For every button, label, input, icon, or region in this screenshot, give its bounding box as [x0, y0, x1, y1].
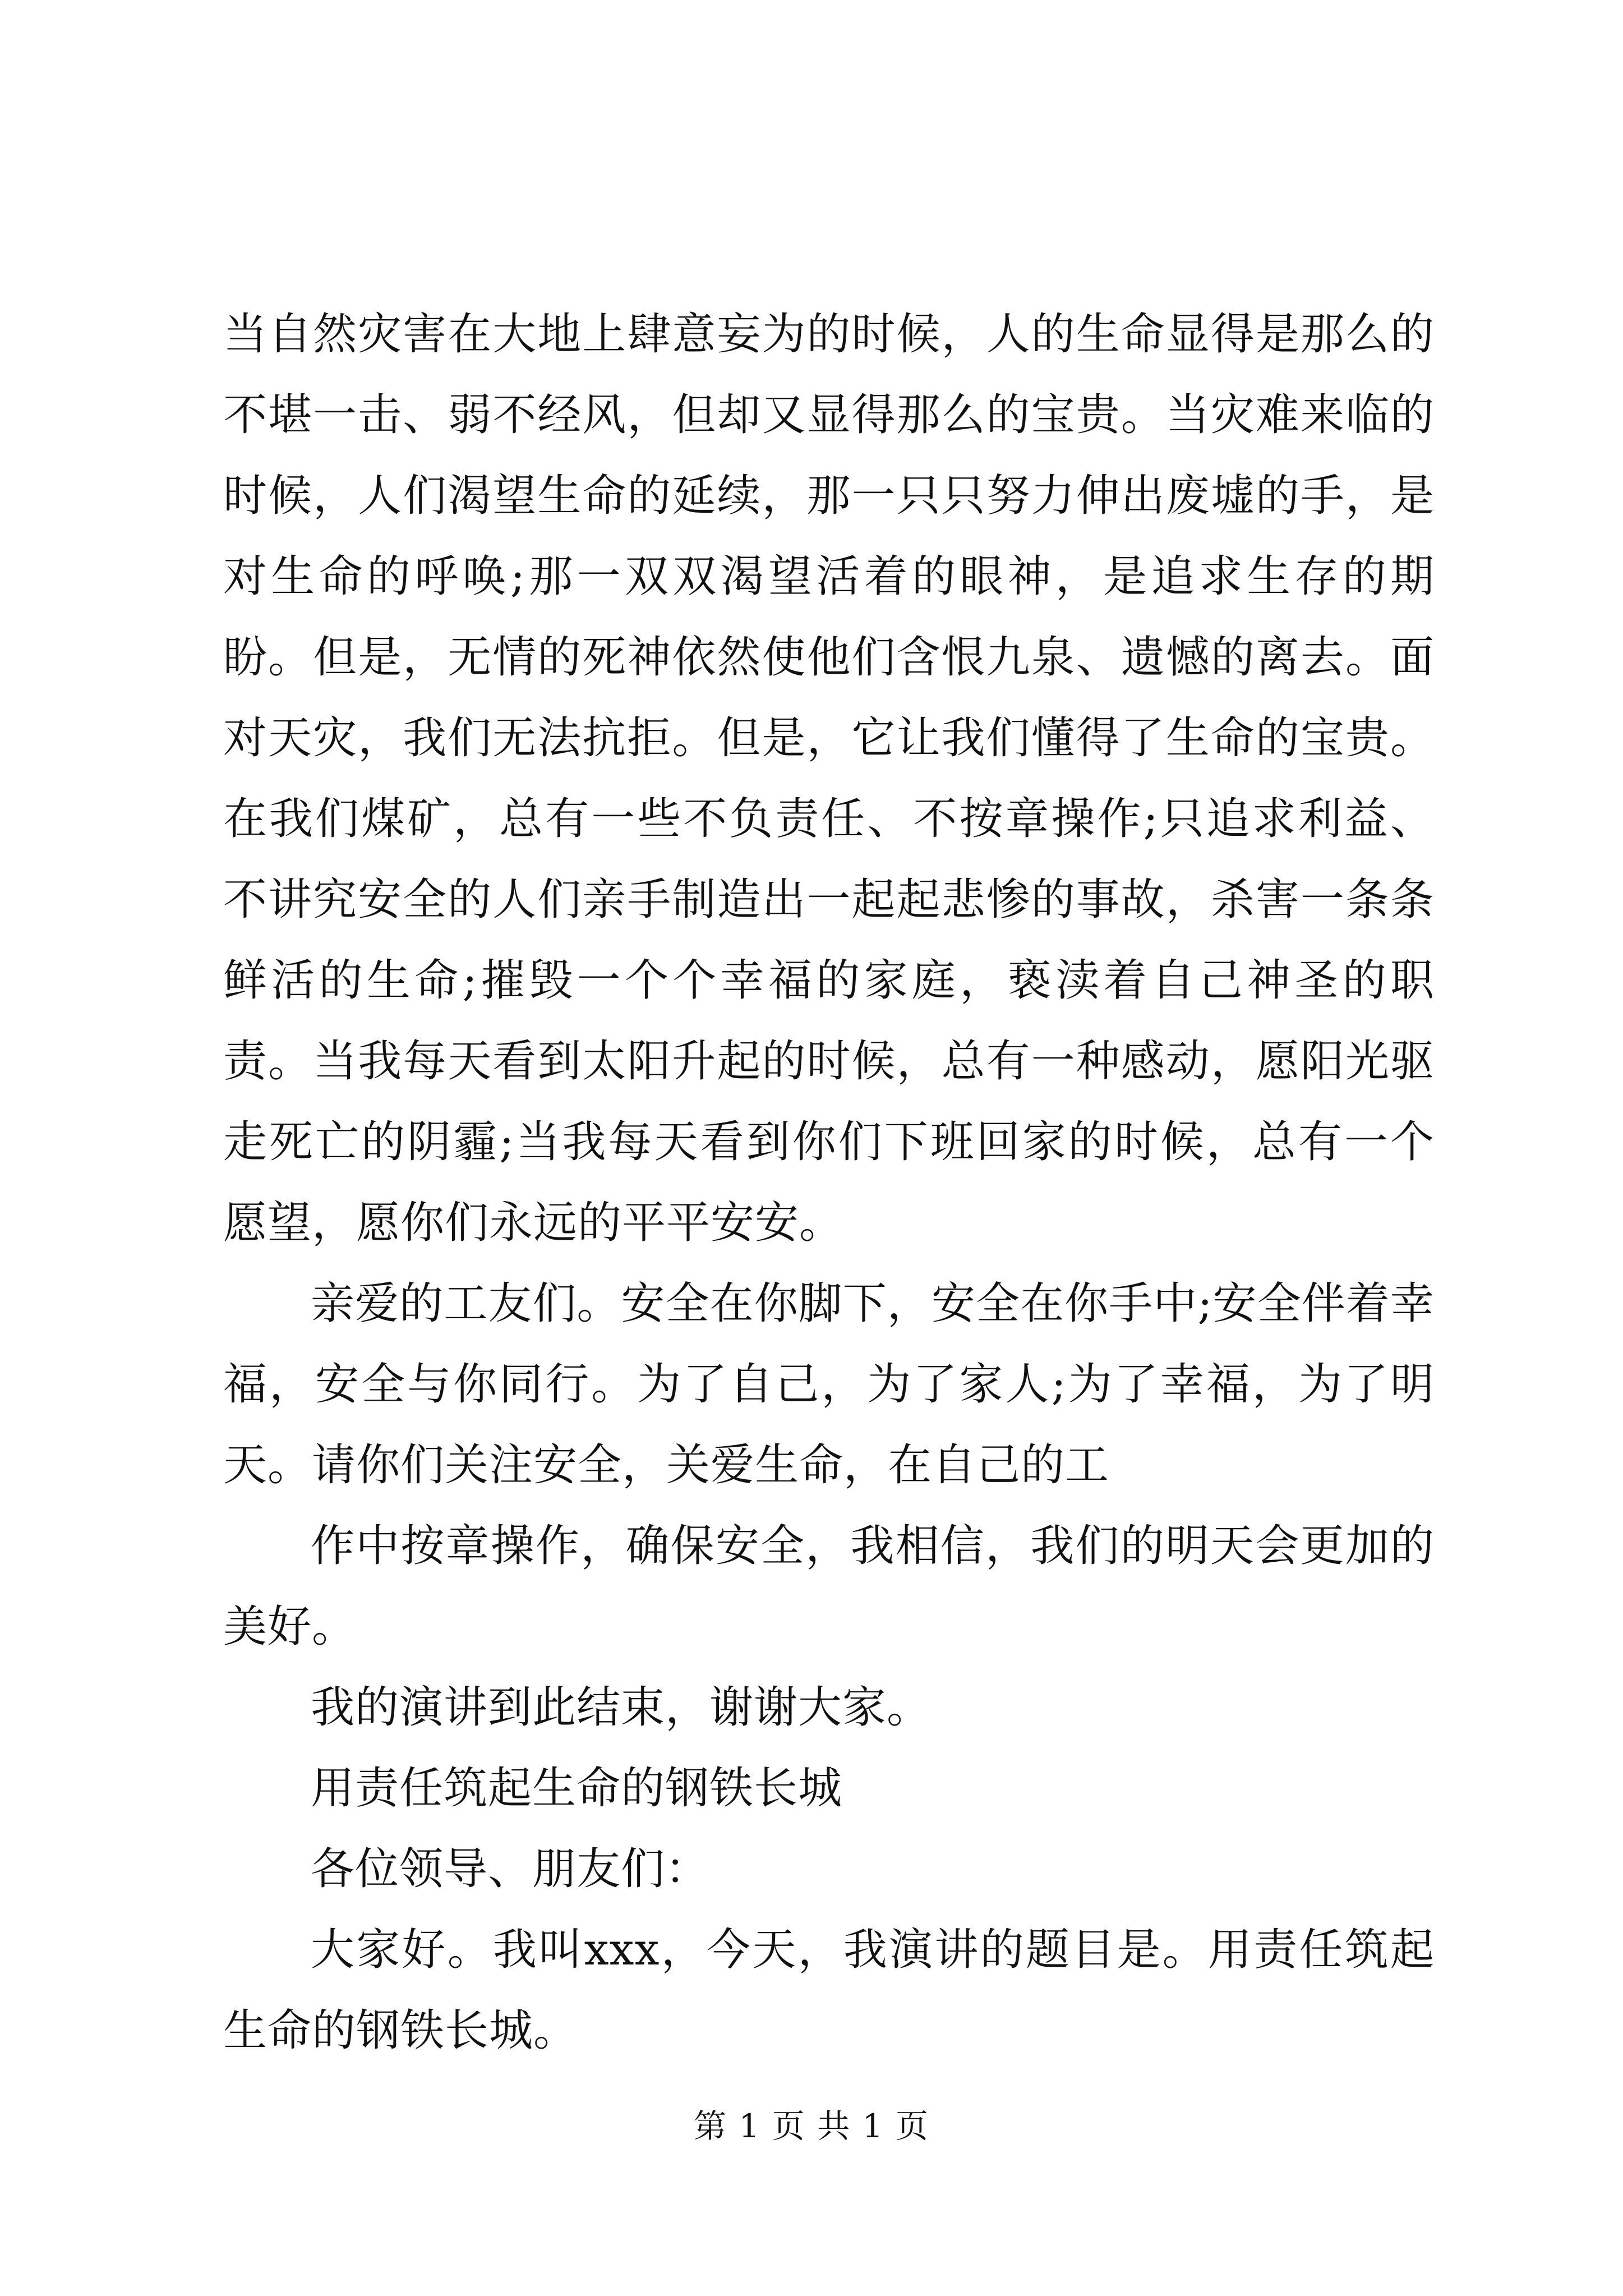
paragraph-safety-continuation: 作中按章操作，确保安全，我相信，我们的明天会更加的美好。 — [223, 1521, 1435, 1652]
paragraph-safety-appeal: 亲爱的工友们。安全在你脚下，安全在你手中;安全伴着幸福，安全与你同行。为了自己，为了家人;为了幸福，为了明天。请你们关注安全，关爱生命，在自己的工 — [223, 1278, 1435, 1490]
paragraph-closing: 我的演讲到此结束，谢谢大家。 — [311, 1682, 932, 1733]
document-body — [223, 294, 1435, 2071]
page-number-footer: 第 1 页 共 1 页 — [694, 2107, 929, 2145]
salutation: 各位领导、朋友们： — [311, 1844, 710, 1894]
paragraph-disaster: 当自然灾害在大地上肆意妄为的时候，人的生命显得是那么的不堪一击、弱不经风，但却又显得那么的宝贵。当灾难来临的时候，人们渴望生命的延续，那一只只努力伸出废墟的手，是对生命的呼唤;那一双双渴望活着的眼神，是追求生存的期盼。但是，无情的死神依然使他们含恨九泉、遗憾的离去。面对天灾，我们无法抗拒。但是，它让我们懂得了生命的宝贵。在我们煤矿，总有一些不负责任、不按章操作;只追求利益、不讲究安全的人们亲手制造出一起起悲惨的事故，杀害一条条鲜活的生命;摧毁一个个幸福的家庭，亵渎着自己神圣的职责。当我每天看到太阳升起的时候，总有一种感动，愿阳光驱走死亡的阴霾;当我每天看到你们下班回家的时候，总有一个愿望，愿你们永远的平平安安。 — [223, 309, 1435, 1248]
paragraph-introduction: 大家好。我叫xxx，今天，我演讲的题目是。用责任筑起生命的钢铁长城。 — [223, 1925, 1435, 2056]
speech-title: 用责任筑起生命的钢铁长城 — [311, 1763, 843, 1814]
